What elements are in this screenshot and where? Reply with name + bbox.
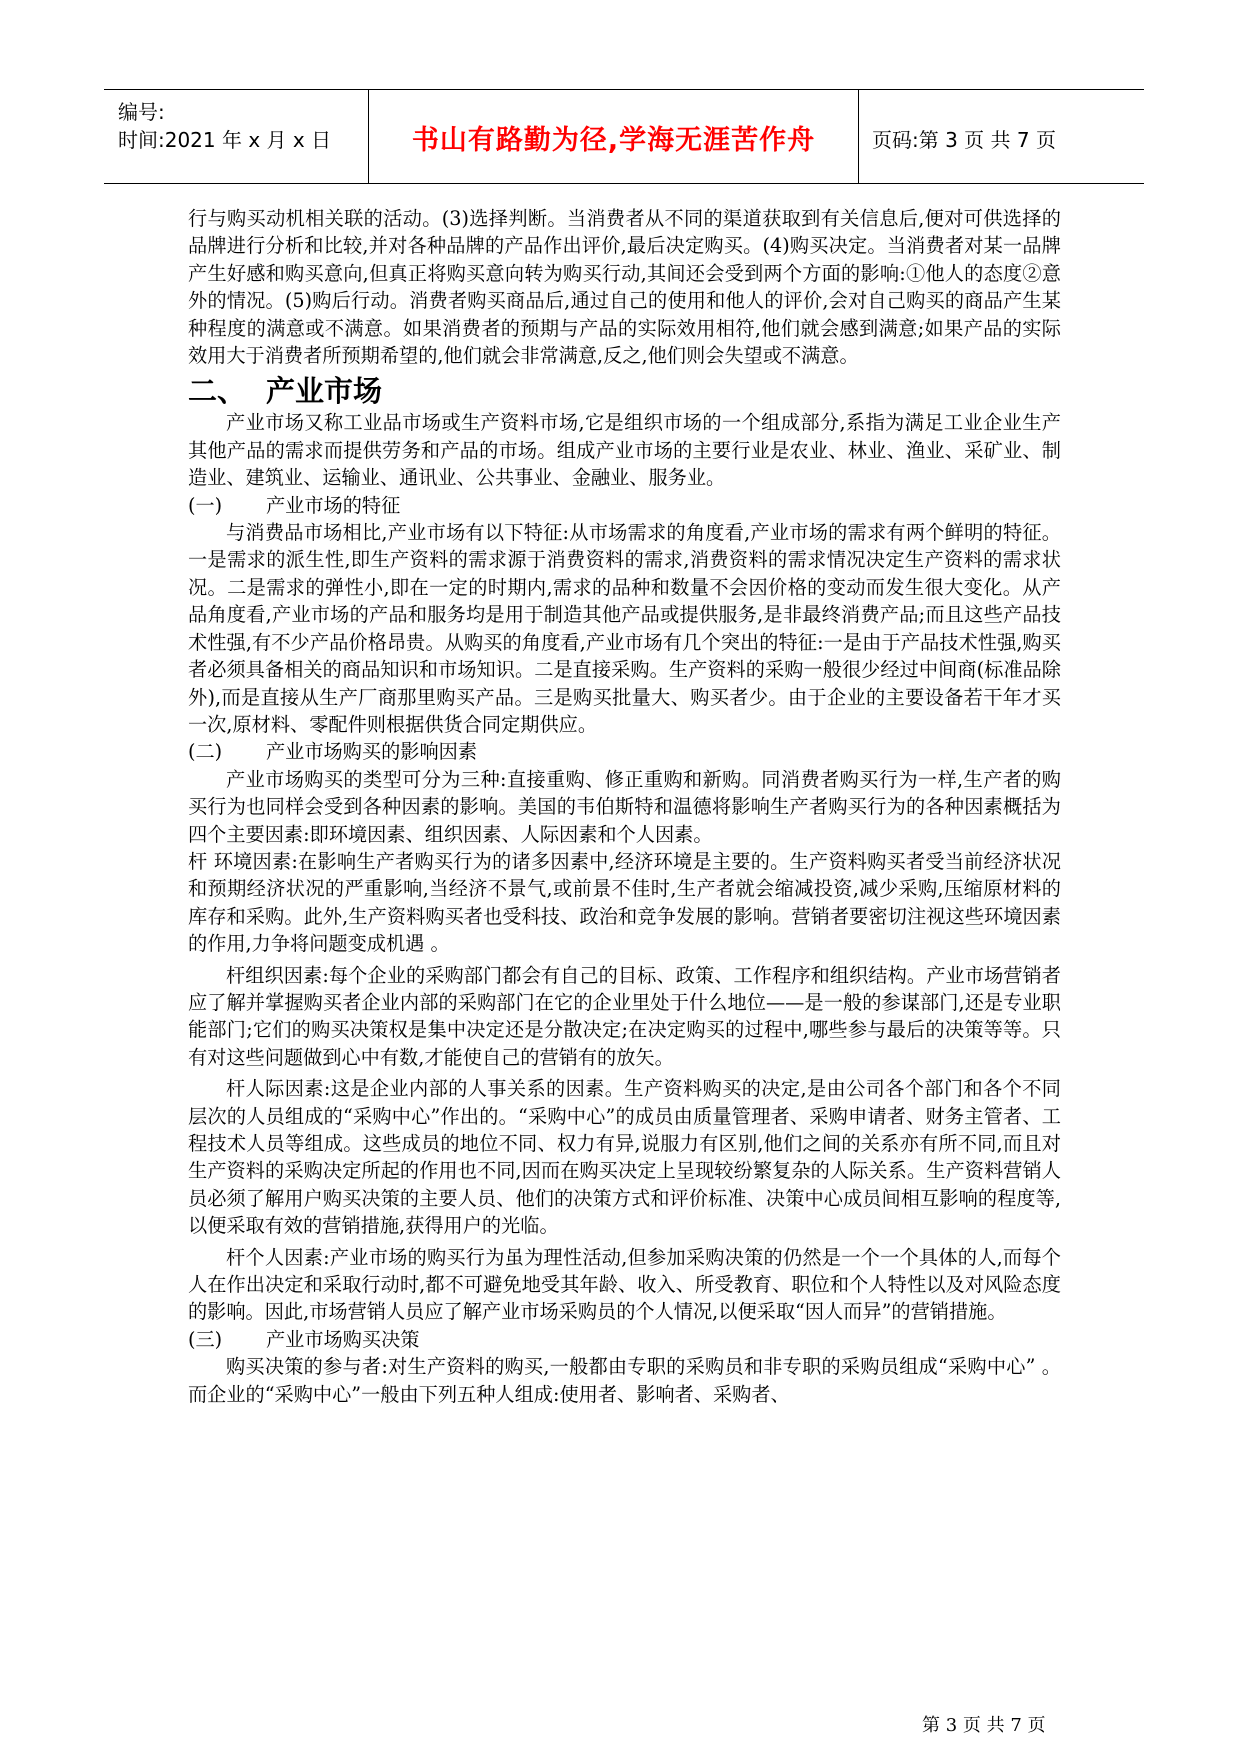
paragraph-characteristics: 与消费品市场相比,产业市场有以下特征:从市场需求的角度看,产业市场的需求有两个鲜明的特征。一是需求的派生性,即生产资料的需求源于消费资料的需求,消费资料的需求情况决定生产资料的需求状况。二是需求的弹性小,即在一定的时期内,需求的品种和数量不会因价格的变动而发生很大变化。从产品角度看,产业市场的产品和服务均是用于制造其他产品或提供服务,是非最终消费产品;而且这些产品技术性强,有不少产品价格昂贵。从购买的角度看,产业市场有几个突出的特征:一是由于产品技术性强,购买者必须具备相关的商品知识和市场知识。二是直接采购。生产资料的采购一般很少经过中间商(标准品除外),而是直接从生产厂商那里购买产品。三是购买批量大、购买者少。由于企业的主要设备若干年才买一次,原材料、零配件则根据供货合同定期供应。 [188,521,1061,736]
page-code: 页码:第 3 页 共 7 页 [872,128,1056,152]
subsection-number: (一) [188,493,223,517]
section-title: 产业市场 [266,374,383,409]
subsection-heading-influence-factors [188,738,1061,765]
subsection-title: 产业市场购买的影响因素 [266,740,478,764]
page-header [104,89,1144,184]
paragraph-purchase-types: 产业市场购买的类型可分为三种:直接重购、修正重购和新购。同消费者购买行为一样,生产者的购买行为也同样会受到各种因素的影响。美国的韦伯斯特和温德将影响生产者购买行为的各种因素概括为四个主要因素:即环境因素、组织因素、人际因素和个人因素。 [188,767,1061,846]
header-motto-cell [368,90,859,183]
subsection-title: 产业市场购买决策 [266,1327,420,1351]
subsection-number: (三) [188,1327,223,1351]
paragraph-industrial-market-definition: 产业市场又称工业品市场或生产资料市场,它是组织市场的一个组成部分,系指为满足工业企业生产其他产品的需求而提供劳务和产品的市场。组成产业市场的主要行业是农业、林业、渔业、采矿业、制造业、建筑业、运输业、通讯业、公共事业、金融业、服务业。 [188,411,1061,490]
paragraph-purchase-process: 行与购买动机相关联的活动。(3)选择判断。当消费者从不同的渠道获取到有关信息后,便对可供选择的品牌进行分析和比较,并对各种品牌的产品作出评价,最后决定购买。(4)购买决定。当消费者对某一品牌产生好感和购买意向,但真正将购买意向转为购买行动,其间还会受到两个方面的影响:①他人的态度②意外的情况。(5)购后行动。消费者购买商品后,通过自己的使用和他人的评价,会对自己购买的商品产生某种程度的满意或不满意。如果消费者的预期与产品的实际效用相符,他们就会感到满意;如果产品的实际效用大于消费者所预期希望的,他们就会非常满意,反之,他们则会失望或不满意。 [188,207,1061,368]
document-body [188,205,1061,1408]
paragraph-decision-participants: 购买决策的参与者:对生产资料的购买,一般都由专职的采购员和非专职的采购员组成“采购中心” 。而企业的“采购中心”一般由下列五种人组成:使用者、影响者、采购者、 [188,1355,1061,1406]
paragraph-organization-factors: 杆组织因素:每个企业的采购部门都会有自己的目标、政策、工作程序和组织结构。产业市场营销者应了解并掌握购买者企业内部的采购部门在它的企业里处于什么地位——是一般的参谋部门,还是专业职能部门;它们的购买决策权是集中决定还是分散决定;在决定购买的过程中,哪些参与最后的决策等等。只有对这些问题做到心中有数,才能使自己的营销有的放矢。 [188,963,1061,1069]
paragraph-interpersonal-factors: 杆人际因素:这是企业内部的人事关系的因素。生产资料购买的决定,是由公司各个部门和各个不同层次的人员组成的“采购中心”作出的。“采购中心”的成员由质量管理者、采购申请者、财务主管者、工程技术人员等组成。这些成员的地位不同、权力有异,说服力有区别,他们之间的关系亦有所不同,而且对生产资料的采购决定所起的作用也不同,因而在购买决定上呈现较纷繁复杂的人际关系。生产资料营销人员必须了解用户购买决策的主要人员、他们的决策方式和评价标准、决策中心成员间相互影响的程度等,以便采取有效的营销措施,获得用户的光临。 [188,1077,1061,1238]
section-heading-industrial-market [188,371,1061,411]
serial-number-label: 编号: [118,100,165,124]
motto-text: 书山有路勤为径,学海无涯苦作舟 [411,125,816,156]
paragraph-individual-factors: 杆个人因素:产业市场的购买行为虽为理性活动,但参加采购决策的仍然是一个一个具体的人,而每个人在作出决定和采取行动时,都不可避免地受其年龄、收入、所受教育、职位和个人特性以及对风险态度的影响。因此,市场营销人员应了解产业市场采购员的个人情况,以便采取“因人而异”的营销措施。 [188,1245,1061,1324]
header-left-cell [104,90,368,183]
paragraph-environment-factors: 杆 环境因素:在影响生产者购买行为的诸多因素中,经济环境是主要的。生产资料购买者受当前经济状况和预期经济状况的严重影响,当经济不景气,或前景不佳时,生产者就会缩减投资,减少采购,压缩原材料的库存和采购。此外,生产资料购买者也受科技、政治和竞争发展的影响。营销者要密切注视这些环境因素的作用,力争将问题变成机遇 。 [188,849,1061,956]
header-right-cell [859,90,1144,183]
section-number: 二、 [188,374,247,409]
subsection-heading-characteristics [188,492,1061,519]
subsection-heading-purchase-decision [188,1326,1061,1353]
subsection-number: (二) [188,740,223,764]
page-footer-number: 第 3 页 共 7 页 [922,1715,1046,1736]
subsection-title: 产业市场的特征 [266,493,401,517]
date-line: 时间:2021 年 x 月 x 日 [118,128,332,152]
